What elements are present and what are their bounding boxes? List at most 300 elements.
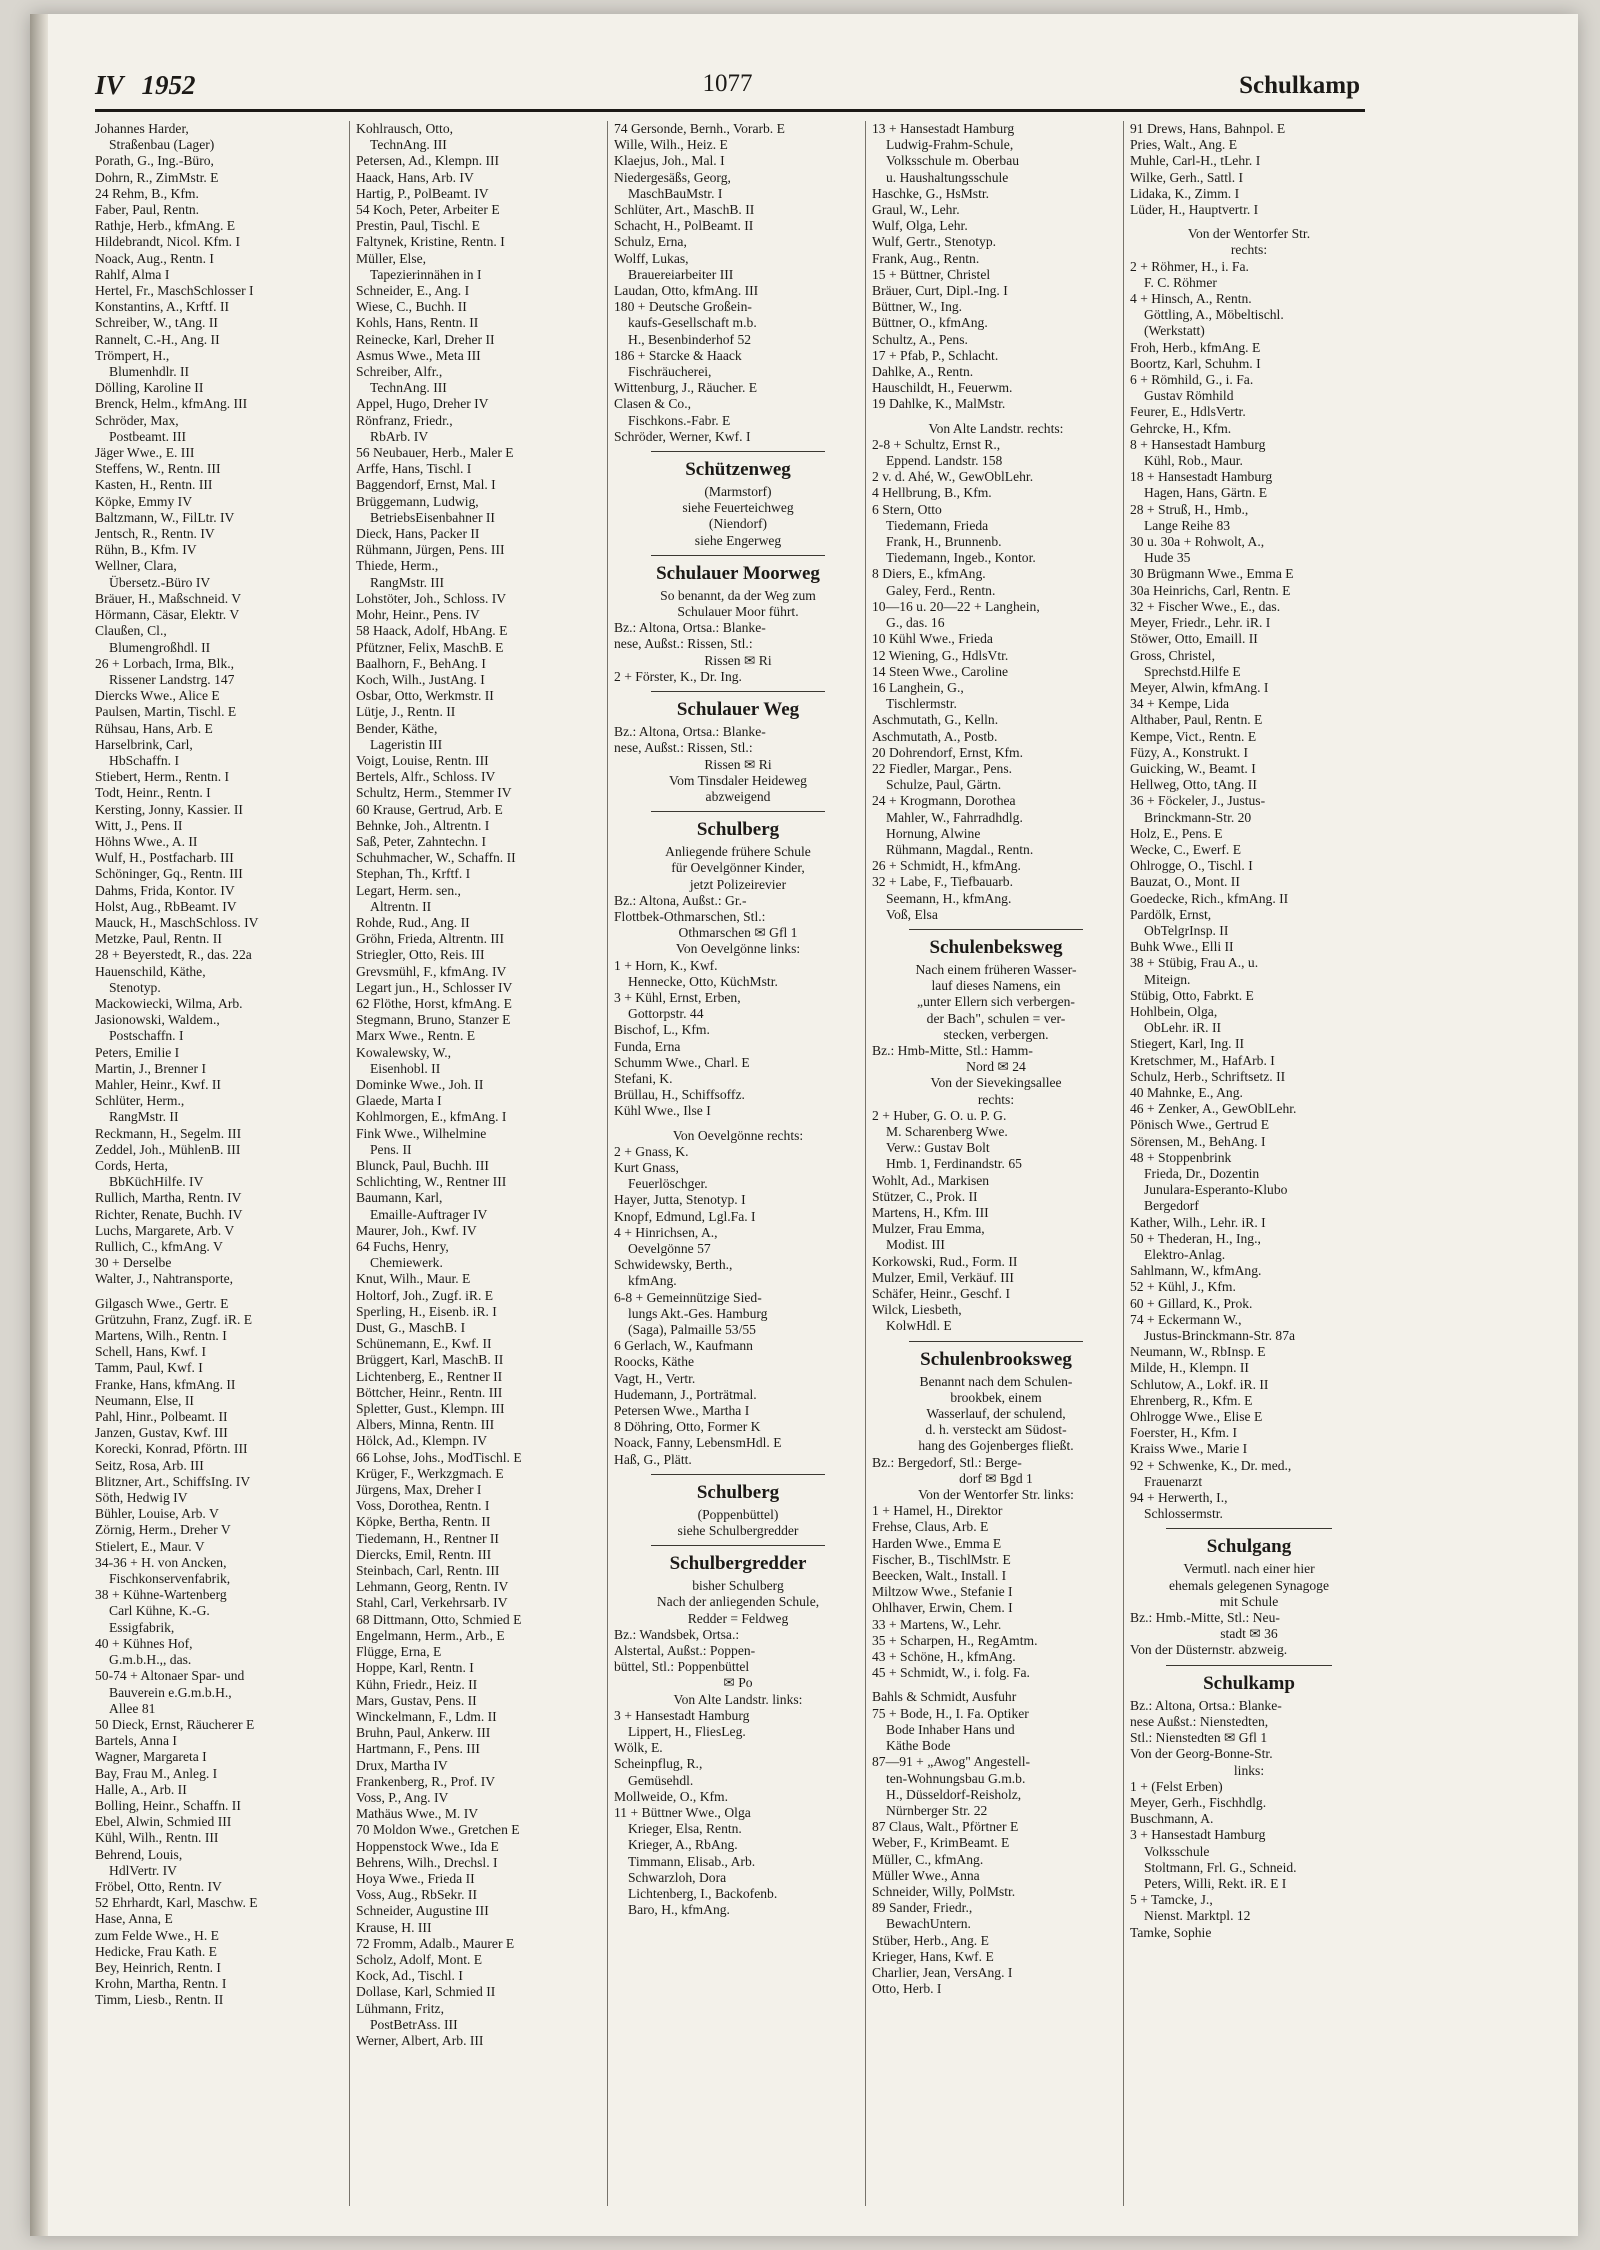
directory-entry: Hartmann, F., Pens. III [356, 1741, 480, 1757]
directory-entry: Baro, H., kfmAng. [628, 1902, 730, 1918]
directory-entry: Elektro-Anlag. [1144, 1247, 1226, 1263]
street-note: (Niendorf) [708, 516, 768, 532]
directory-entry: Von der Georg-Bonne-Str. [1130, 1746, 1273, 1762]
directory-entry: Reinecke, Karl, Dreher II [356, 331, 495, 347]
directory-entry: 74 + Eckermann W., [1130, 1311, 1242, 1327]
directory-entry: Rullich, C., kfmAng. V [95, 1239, 223, 1255]
directory-entry: Trömpert, H., [95, 347, 170, 363]
directory-entry: 4 + Hinsch, A., Rentn. [1130, 291, 1252, 307]
directory-entry: Schneider, Willy, PolMstr. [872, 1883, 1016, 1899]
directory-entry: Kühl, Rob., Maur. [1144, 453, 1243, 469]
directory-entry: Wiese, C., Buchh. II [356, 299, 467, 315]
directory-entry: 54 Koch, Peter, Arbeiter E [356, 202, 500, 218]
directory-entry: Galey, Ferd., Rentn. [886, 582, 996, 598]
directory-entry: Schlüter, Herm., [95, 1093, 185, 1109]
directory-entry: u. Haushaltungsschule [886, 169, 1009, 185]
directory-entry: Brenck, Helm., kfmAng. III [95, 396, 248, 412]
directory-entry: Koch, Wilh., JustAng. I [356, 671, 485, 687]
directory-entry: Übersetz.-Büro IV [109, 574, 211, 590]
directory-entry: Volksschule m. Oberbau [886, 153, 1020, 169]
street-note: jetzt Polizeirevier [689, 876, 787, 892]
street-note: dorf ✉ Bgd 1 [959, 1470, 1033, 1486]
directory-entry: Hartig, P., PolBeamt. IV [356, 185, 489, 201]
street-note: siehe Schulbergredder [677, 1523, 799, 1539]
directory-entry: Schlossermstr. [1144, 1506, 1223, 1522]
directory-entry: Von der Düsternstr. abzweig. [1130, 1642, 1288, 1658]
directory-entry: Köpke, Emmy IV [95, 493, 193, 509]
directory-entry: Dieck, Hans, Packer II [356, 526, 480, 542]
directory-entry: 75 + Bode, H., I. Fa. Optiker [872, 1705, 1029, 1721]
directory-entry: 91 Drews, Hans, Bahnpol. E [1130, 121, 1286, 136]
directory-entry: Justus-Brinckmann-Str. 87a [1144, 1328, 1296, 1344]
directory-entry: Höhns Wwe., A. II [95, 833, 198, 849]
directory-entry: Verw.: Gustav Bolt [886, 1140, 990, 1156]
directory-entry: Cords, Herta, [95, 1158, 168, 1173]
directory-entry: Bahls & Schmidt, Ausfuhr [872, 1689, 1017, 1705]
directory-entry: Haschke, G., HsMstr. [872, 185, 990, 201]
directory-entry: Vagt, H., Vertr. [614, 1370, 696, 1386]
directory-entry: PostBetrAss. III [370, 2016, 458, 2032]
directory-entry: Brinckmann-Str. 20 [1144, 809, 1252, 825]
directory-entry: Steinbach, Carl, Rentn. III [356, 1563, 500, 1579]
directory-entry: Steffens, W., Rentn. III [95, 461, 221, 477]
directory-entry: Wellner, Clara, [95, 558, 177, 574]
directory-entry: Rühmann, Magdal., Rentn. [886, 841, 1034, 857]
directory-entry: 46 + Zenker, A., GewOblLehr. [1130, 1101, 1297, 1117]
directory-entry: 26 + Schmidt, H., kfmAng. [872, 858, 1021, 874]
directory-entry: Beecken, Walt., Install. I [872, 1568, 1007, 1584]
spacer [95, 1288, 343, 1296]
directory-entry: Bräuer, H., Maßschneid. V [95, 590, 242, 606]
street-heading: Schulenbeksweg [929, 936, 1063, 958]
directory-entry: Stefani, K. [614, 1070, 673, 1086]
directory-entry: 60 Krause, Gertrud, Arb. E [356, 801, 503, 817]
directory-entry: Gemüsehdl. [628, 1772, 694, 1788]
street-note: Von Alte Landstr. rechts: [928, 420, 1064, 436]
street-heading: Schulauer Weg [676, 699, 800, 721]
directory-entry: Weber, F., KrimBeamt. E [872, 1835, 1010, 1851]
street-note: stecken, verbergen. [943, 1026, 1049, 1042]
directory-entry: Frehse, Claus, Arb. E [872, 1519, 989, 1535]
directory-entry: Kowalewsky, W., [356, 1044, 452, 1060]
directory-entry: Kurt Gnass, [614, 1159, 679, 1175]
directory-entry: Porath, G., Ing.-Büro, [95, 153, 214, 169]
directory-entry: Sahlmann, W., kfmAng. [1130, 1263, 1262, 1279]
directory-entry: Rühmann, Jürgen, Pens. III [356, 542, 505, 558]
directory-entry: Behrend, Louis, [95, 1846, 183, 1862]
directory-entry: Müller Wwe., Anna [872, 1867, 980, 1883]
directory-entry: 70 Moldon Wwe., Gretchen E [356, 1822, 520, 1838]
street-heading: Schulenbrooksweg [920, 1348, 1072, 1370]
directory-entry: Frankenberg, R., Prof. IV [356, 1773, 496, 1789]
page-header [95, 62, 1360, 108]
street-note: Schulauer Moor führt. [677, 604, 799, 620]
directory-entry: Faber, Paul, Rentn. [95, 202, 200, 218]
directory-entry: Göttling, A., Möbeltischl. [1144, 307, 1284, 323]
directory-entry: Grützuhn, Franz, Zugf. iR. E [95, 1311, 253, 1327]
directory-entry: Schreiber, Alfr., [356, 364, 443, 380]
directory-entry: Rohde, Rud., Ang. II [356, 914, 470, 930]
directory-entry: Schell, Hans, Kwf. I [95, 1344, 206, 1360]
directory-entry: Stahl, Carl, Verkehrsarb. IV [356, 1595, 508, 1611]
directory-entry: 186 + Starcke & Haack [614, 347, 742, 363]
directory-entry: Dollase, Karl, Schmied II [356, 1984, 496, 2000]
section-divider [1166, 1528, 1333, 1529]
directory-entry: 33 + Martens, W., Lehr. [872, 1616, 1002, 1632]
street-note: Von Alte Landstr. links: [673, 1691, 803, 1707]
directory-entry: Dahlke, A., Rentn. [872, 364, 974, 380]
directory-entry: zum Felde Wwe., H. E [95, 1927, 219, 1943]
street-heading: Schulauer Moorweg [656, 562, 820, 584]
directory-entry: Reckmann, H., Segelm. III [95, 1125, 242, 1141]
directory-entry: Sörensen, M., BehAng. I [1130, 1133, 1266, 1149]
directory-entry: Marx Wwe., Rentn. E [356, 1028, 476, 1044]
street-note: (Poppenbüttel) [697, 1506, 779, 1522]
directory-entry: Voß, Elsa [886, 906, 938, 922]
directory-entry: Wecke, C., Ewerf. E [1130, 841, 1242, 857]
street-heading: Schulbergredder [669, 1553, 807, 1575]
directory-entry: 87 Claus, Walt., Pförtner E [872, 1819, 1019, 1835]
directory-entry: Albers, Minna, Rentn. III [356, 1417, 495, 1433]
street-note: brookbek, einem [950, 1389, 1042, 1405]
directory-entry: 50 Dieck, Ernst, Räucherer E [95, 1716, 255, 1732]
directory-entry: Flügge, Erna, E [356, 1644, 442, 1660]
directory-entry: Funda, Erna [614, 1038, 681, 1054]
directory-entry: Osbar, Otto, Werkmstr. II [356, 688, 494, 704]
directory-entry: Sprechstd.Hilfe E [1144, 663, 1241, 679]
directory-entry: Bruhn, Paul, Ankerw. III [356, 1725, 491, 1741]
directory-entry: Seitz, Rosa, Arb. III [95, 1457, 204, 1473]
directory-entry: 40 Mahnke, E., Ang. [1130, 1084, 1243, 1100]
directory-entry: Stiegert, Karl, Ing. II [1130, 1036, 1245, 1052]
directory-entry: Rullich, Martha, Rentn. IV [95, 1190, 242, 1206]
directory-entry: Oevelgönne 57 [628, 1240, 711, 1256]
directory-entry: 10 Kühl Wwe., Frieda [872, 631, 993, 647]
section-divider [651, 691, 825, 692]
directory-entry: 64 Fuchs, Henry, [356, 1239, 449, 1255]
directory-entry: Saß, Peter, Zahntechn. I [356, 833, 487, 849]
directory-entry: Clasen & Co., [614, 396, 692, 412]
street-note: Rissen ✉ Ri [704, 756, 772, 772]
directory-entry: HdlVertr. IV [109, 1862, 177, 1878]
directory-entry: Lühmann, Fritz, [356, 2000, 444, 2016]
directory-entry: 24 Rehm, B., Kfm. [95, 185, 199, 201]
directory-entry: Schulz, Erna, [614, 234, 687, 250]
directory-entry: Fischkons.-Fabr. E [628, 412, 731, 428]
street-note: ehemals gelegenen Synagoge [1168, 1577, 1330, 1593]
directory-entry: 28 + Beyerstedt, R., das. 22a [95, 947, 252, 963]
directory-entry: Schlüter, Art., MaschB. II [614, 202, 755, 218]
directory-entry: H., Besenbinderhof 52 [628, 331, 752, 347]
directory-entry: Bartels, Anna I [95, 1733, 177, 1749]
directory-entry: Bauzat, O., Mont. II [1130, 874, 1240, 890]
directory-entry: Dust, G., MaschB. I [356, 1320, 466, 1336]
directory-entry: Froh, Herb., kfmAng. E [1130, 339, 1261, 355]
directory-entry: Stiebert, Herm., Rentn. I [95, 769, 230, 785]
directory-entry: Bz.: Wandsbek, Ortsa.: [614, 1626, 740, 1642]
directory-entry: Lageristin III [370, 736, 443, 752]
directory-entry: Wulf, H., Postfacharb. III [95, 850, 234, 866]
directory-entry: Kasten, H., Rentn. III [95, 477, 213, 493]
directory-entry: Baumann, Karl, [356, 1190, 443, 1206]
directory-entry: Feuerlöschger. [628, 1176, 708, 1192]
directory-entry: Meyer, Gerh., Fischhdlg. [1130, 1794, 1267, 1810]
directory-entry: 11 + Büttner Wwe., Olga [614, 1805, 751, 1821]
directory-entry: 94 + Herwerth, I., [1130, 1490, 1228, 1506]
directory-entry: Bolling, Heinr., Schaffn. II [95, 1797, 241, 1813]
directory-entry: Pfützner, Felix, MaschB. E [356, 639, 504, 655]
directory-entry: Behnke, Joh., Altrentn. I [356, 817, 490, 833]
directory-entry: Fink Wwe., Wilhelmine [356, 1125, 487, 1141]
directory-entry: Konstantins, A., Krftf. II [95, 299, 230, 315]
section-divider [651, 451, 825, 452]
directory-entry: Dahms, Frida, Kontor. IV [95, 882, 235, 898]
directory-entry: Wilck, Liesbeth, [872, 1302, 962, 1318]
street-note: Von der Wentorfer Str. [1187, 226, 1311, 242]
directory-entry: Krieger, Elsa, Rentn. [628, 1821, 742, 1837]
directory-entry: Feurer, E., HdlsVertr. [1130, 404, 1246, 420]
directory-entry: Büttner, W., Ing. [872, 299, 963, 315]
directory-entry: Baltzmann, W., FilLtr. IV [95, 509, 235, 525]
directory-entry: Brüggemann, Ludwig, [356, 493, 479, 509]
directory-entry: Blumenhdlr. II [109, 364, 190, 380]
directory-entry: Krause, H. III [356, 1919, 432, 1935]
directory-entry: Hmb. 1, Ferdinandstr. 65 [886, 1156, 1022, 1172]
street-note: links: [1233, 1762, 1265, 1778]
directory-entry: Wittenburg, J., Räucher. E [614, 380, 758, 396]
street-note: Nach einem früheren Wasser- [915, 961, 1077, 977]
directory-entry: Lidaka, K., Zimm. I [1130, 185, 1240, 201]
directory-entry: Dominke Wwe., Joh. II [356, 1076, 484, 1092]
directory-entry: Jentsch, R., Rentn. IV [95, 526, 215, 542]
directory-entry: Blumengroßhdl. II [109, 639, 211, 655]
directory-entry: Lichtenberg, E., Rentner II [356, 1368, 503, 1384]
directory-entry: Bz.: Hmb.-Mitte, Stl.: Neu- [1130, 1610, 1280, 1626]
directory-entry: F. C. Röhmer [1144, 274, 1217, 290]
directory-entry: Krieger, Hans, Kwf. E [872, 1948, 994, 1964]
directory-entry: kfmAng. [628, 1273, 677, 1289]
directory-entry: 6 Stern, Otto [872, 501, 942, 517]
directory-entry: Krieger, A., RbAng. [628, 1837, 738, 1853]
directory-entry: 30 Brügmann Wwe., Emma E [1130, 566, 1294, 582]
directory-entry: 2 + Huber, G. O. u. P. G. [872, 1107, 1007, 1123]
directory-entry: Stüber, Herb., Ang. E [872, 1932, 989, 1948]
directory-entry: Schultz, Herm., Stemmer IV [356, 785, 512, 801]
directory-entry: Bz.: Bergedorf, Stl.: Berge- [872, 1454, 1022, 1470]
directory-entry: Jäger Wwe., E. III [95, 445, 195, 461]
directory-entry: Kraiss Wwe., Marie I [1130, 1441, 1248, 1457]
directory-entry: Ehrenberg, R., Kfm. E [1130, 1392, 1253, 1408]
directory-entry: Ohlhaver, Erwin, Chem. I [872, 1600, 1013, 1616]
directory-entry: Martens, Wilh., Rentn. I [95, 1328, 227, 1344]
street-note: Wasserlauf, der schulend, [926, 1406, 1066, 1422]
directory-entry: Mars, Gustav, Pens. II [356, 1692, 477, 1708]
street-note: für Oevelgönner Kinder, [671, 860, 805, 876]
directory-entry: Goedecke, Rich., kfmAng. II [1130, 890, 1289, 906]
directory-entry: Bender, Käthe, [356, 720, 438, 736]
directory-entry: Mathäus Wwe., M. IV [356, 1806, 479, 1822]
directory-entry: 34-36 + H. von Ancken, [95, 1554, 227, 1570]
directory-entry: Boortz, Karl, Schuhm. I [1130, 355, 1261, 371]
street-heading: Schulkamp [1203, 1672, 1295, 1694]
directory-entry: Bergedorf [1144, 1198, 1199, 1214]
directory-entry: 5 + Tamcke, J., [1130, 1892, 1213, 1908]
directory-entry: Luchs, Margarete, Arb. V [95, 1222, 235, 1238]
directory-entry: 3 + Kühl, Ernst, Erben, [614, 989, 741, 1005]
directory-entry: Zörnig, Herm., Dreher V [95, 1522, 231, 1538]
street-note: Rissen ✉ Ri [704, 652, 772, 668]
directory-entry: 38 + Kühne-Wartenberg [95, 1587, 227, 1603]
directory-entry: 3 + Hansestadt Hamburg [614, 1707, 750, 1723]
directory-entry: Mahler, Heinr., Kwf. II [95, 1076, 221, 1092]
directory-entry: Schumm Wwe., Charl. E [614, 1054, 750, 1070]
street-note: abzweigend [705, 788, 771, 804]
directory-entry: BetriebsEisenbahner II [370, 509, 495, 525]
page-number: 1077 [702, 70, 753, 97]
directory-entry: 180 + Deutsche Großein- [614, 299, 752, 315]
street-note: „unter Ellern sich verbergen- [917, 994, 1075, 1010]
directory-entry: 14 Steen Wwe., Caroline [872, 663, 1009, 679]
directory-entry: 30 + Derselbe [95, 1255, 172, 1271]
directory-entry: 10—16 u. 20—22 + Langhein, [872, 598, 1040, 614]
directory-entry: Spletter, Gust., Klempn. III [356, 1401, 505, 1417]
directory-entry: Käthe Bode [886, 1738, 951, 1754]
directory-entry: Eppend. Landstr. 158 [886, 453, 1003, 469]
directory-entry: Martens, H., Kfm. III [872, 1205, 989, 1220]
directory-entry: Klaejus, Joh., Mal. I [614, 153, 725, 169]
directory-entry: 19 Dahlke, K., MalMstr. [872, 396, 1006, 412]
directory-entry: H., Düsseldorf-Reisholz, [886, 1786, 1022, 1802]
directory-entry: Blunck, Paul, Buchh. III [356, 1158, 489, 1173]
directory-entry: Blitzner, Art., SchiffsIng. IV [95, 1473, 251, 1489]
section-divider [1166, 1665, 1333, 1666]
directory-entry: Lichtenberg, I., Backofenb. [628, 1886, 778, 1902]
directory-entry: Rühsau, Hans, Arb. E [95, 720, 213, 736]
street-note: Von der Wentorfer Str. links: [918, 1487, 1074, 1503]
directory-entry: Dohrn, R., ZimMstr. E [95, 169, 219, 185]
directory-entry: Zeddel, Joh., MühlenB. III [95, 1141, 241, 1157]
directory-entry: Böttcher, Heinr., Rentn. III [356, 1384, 503, 1400]
directory-entry: Seemann, H., kfmAng. [886, 890, 1012, 906]
directory-entry: Stübig, Otto, Fabrkt. E [1130, 987, 1254, 1003]
directory-entry: Kohls, Hans, Rentn. II [356, 315, 479, 331]
column-2 [349, 121, 604, 2206]
street-note: Benannt nach dem Schulen- [919, 1373, 1073, 1389]
directory-entry: Korkowski, Rud., Form. II [872, 1253, 1018, 1269]
directory-entry: Mulzer, Frau Emma, [872, 1221, 985, 1237]
directory-entry: Aschmutath, A., Postb. [872, 728, 998, 744]
directory-entry: Thiede, Herm., [356, 558, 439, 574]
directory-entry: Brauereiarbeiter III [628, 266, 734, 282]
directory-entry: Diercks Wwe., Alice E [95, 688, 220, 704]
directory-entry: Hornung, Alwine [886, 825, 981, 841]
street-note: Von Oevelgönne links: [675, 941, 801, 957]
directory-entry: Krohn, Martha, Rentn. I [95, 1976, 227, 1992]
column-3 [607, 121, 862, 2206]
directory-entry: Rissener Landstrg. 147 [109, 671, 235, 687]
directory-entry: Martin, J., Brenner I [95, 1060, 206, 1076]
directory-entry: M. Scharenberg Wwe. [886, 1123, 1008, 1139]
directory-entry: Jasionowski, Waldem., [95, 1012, 220, 1028]
directory-entry: Gottorpstr. 44 [628, 1006, 704, 1022]
directory-entry: TechnAng. III [370, 137, 447, 153]
directory-entry: Miteign. [1144, 971, 1191, 987]
directory-entry: Lippert, H., FliesLeg. [628, 1724, 746, 1740]
directory-entry: 68 Dittmann, Otto, Schmied E [356, 1611, 522, 1627]
directory-entry: Knut, Wilh., Maur. E [356, 1271, 471, 1287]
directory-entry: Bauverein e.G.m.b.H., [109, 1684, 232, 1700]
street-heading: Schulberg [696, 1481, 780, 1503]
directory-entry: Schwidewsky, Berth., [614, 1257, 733, 1273]
directory-entry: Striegler, Otto, Reis. III [356, 947, 485, 963]
street-note: Vom Tinsdaler Heideweg [669, 772, 807, 788]
directory-entry: 62 Flöthe, Horst, kfmAng. E [356, 995, 512, 1011]
directory-entry: 22 Fiedler, Margar., Pens. [872, 760, 1013, 776]
directory-entry: Gilgasch Wwe., Gertr. E [95, 1295, 229, 1311]
directory-entry: 40 + Kühnes Hof, [95, 1635, 193, 1651]
directory-entry: Hölck, Ad., Klempn. IV [356, 1433, 488, 1449]
directory-entry: Stl.: Nienstedten ✉ Gfl 1 [1130, 1730, 1268, 1746]
directory-entry: Mauck, H., MaschSchloss. IV [95, 914, 259, 930]
directory-entry: Asmus Wwe., Meta III [356, 347, 481, 363]
directory-entry: Kretschmer, M., HafArb. I [1130, 1052, 1275, 1068]
directory-entry: 16 Langhein, G., [872, 679, 964, 695]
directory-entry: Mohr, Heinr., Pens. IV [356, 607, 480, 623]
directory-entry: 50 + Thederan, H., Ing., [1130, 1230, 1261, 1246]
directory-entry: Muhle, Carl-H., tLehr. I [1130, 153, 1261, 169]
directory-entry: 74 Gersonde, Bernh., Vorarb. E [614, 121, 785, 136]
directory-entry: Tapezierinnähen in I [370, 266, 482, 282]
directory-entry: Voss, Aug., RbSekr. II [356, 1887, 477, 1903]
directory-entry: Füzy, A., Konstrukt. I [1130, 744, 1249, 760]
binding-gutter [30, 14, 48, 2236]
directory-entry: Stegmann, Bruno, Stanzer E [356, 1012, 511, 1028]
directory-entry: 4 Hellbrung, B., Kfm. [872, 485, 992, 501]
directory-entry: Dölling, Karoline II [95, 380, 204, 396]
street-note: stadt ✉ 36 [1220, 1626, 1278, 1642]
directory-entry: Scheinpflug, R., [614, 1756, 703, 1772]
section-divider [909, 929, 1083, 930]
header-rule [95, 109, 1365, 112]
directory-entry: Schulz, Herb., Schriftsetz. II [1130, 1068, 1286, 1084]
directory-entry: Baggendorf, Ernst, Mal. I [356, 477, 496, 493]
directory-entry: Chemiewerk. [370, 1255, 443, 1271]
directory-entry: Niedergesäßs, Georg, [614, 169, 731, 185]
section-divider [651, 811, 825, 812]
directory-entry: Straßenbau (Lager) [109, 137, 215, 153]
directory-entry: Peters, Willi, Rekt. iR. E I [1144, 1875, 1287, 1891]
directory-entry: Timmann, Elisab., Arb. [628, 1853, 756, 1869]
directory-entry: Peters, Emilie I [95, 1044, 180, 1060]
directory-entry: Pahl, Hinr., Polbeamt. II [95, 1409, 228, 1425]
directory-entry: Neumann, Else, II [95, 1392, 194, 1408]
directory-entry: Fischer, B., TischlMstr. E [872, 1551, 1011, 1567]
directory-entry: Holst, Aug., RbBeamt. IV [95, 898, 237, 914]
directory-entry: Richter, Renate, Buchh. IV [95, 1206, 243, 1222]
directory-entry: 87—91 + „Awog" Angestell- [872, 1754, 1031, 1770]
directory-entry: Meyer, Friedr., Lehr. iR. I [1130, 615, 1271, 631]
directory-entry: Flottbek-Othmarschen, Stl.: [614, 908, 766, 924]
directory-entry: Schneider, E., Ang. I [356, 283, 470, 299]
directory-entry: 30 u. 30a + Rohwolt, A., [1130, 534, 1265, 550]
directory-entry: Mackowiecki, Wilma, Arb. [95, 995, 243, 1011]
directory-entry: Bey, Heinrich, Rentn. I [95, 1959, 221, 1975]
directory-entry: Wilke, Gerh., Sattl. I [1130, 169, 1244, 185]
spacer [1130, 218, 1368, 226]
directory-entry: Schlutow, A., Lokf. iR. II [1130, 1376, 1269, 1392]
directory-entry: Müller, C., kfmAng. [872, 1851, 984, 1867]
directory-entry: Arffe, Hans, Tischl. I [356, 461, 472, 477]
